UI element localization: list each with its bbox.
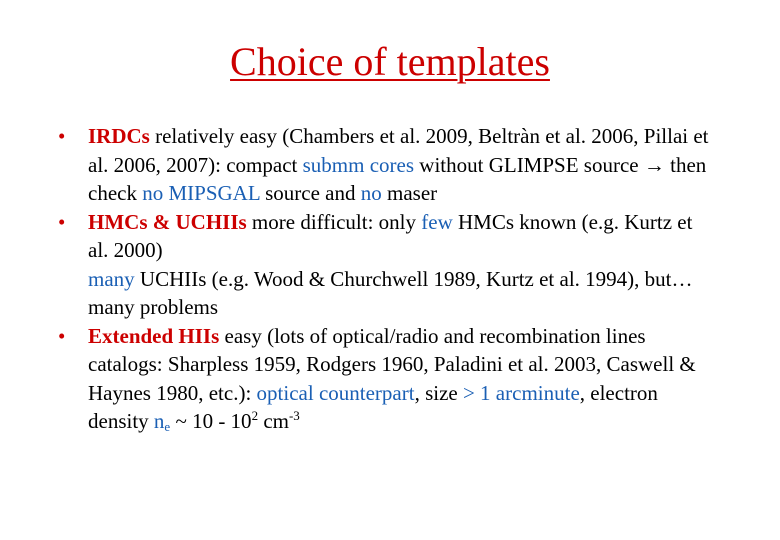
bullet-extended-hiis xyxy=(58,322,718,436)
irdcs-text-3: then check xyxy=(88,152,707,205)
hiis-density-symbol: n xyxy=(153,409,165,433)
hiis-text-2: , size xyxy=(414,380,463,405)
irdcs-text-2: without GLIMPSE source xyxy=(414,152,644,177)
slide-title: Choice of templates xyxy=(230,39,550,84)
hiis-superscript-minus3: -3 xyxy=(288,408,300,423)
irdcs-text-1: relatively easy (Chambers et al. 2009, Beltràn et al. 2006, Pillai et al. 2006, 2007): compact xyxy=(88,124,709,177)
bullet-dot-icon: • xyxy=(58,124,66,148)
irdcs-text-4: source and xyxy=(259,181,361,205)
hmcs-highlight-many: many xyxy=(88,266,135,291)
bullet-irdcs xyxy=(58,122,718,208)
bullet-dot-icon: • xyxy=(58,323,66,348)
hmcs-text-3: UCHIIs (e.g. Wood & Churchwell 1989, Kurtz et al. 1994), but… many problems xyxy=(88,266,693,319)
hmcs-text-2: HMCs known (e.g. Kurtz et al. 2000) xyxy=(88,209,693,262)
hmcs-label: HMCs & UCHIIs xyxy=(88,209,247,234)
hiis-text-3: , electron density xyxy=(88,380,658,433)
hiis-text-5: cm xyxy=(258,409,289,433)
irdcs-highlight-no: no xyxy=(360,181,382,205)
hiis-highlight-size: > 1 arcminute xyxy=(462,380,580,405)
irdcs-highlight-submm: submm cores xyxy=(302,152,415,177)
hiis-text-1: easy (lots of optical/radio and recombination lines catalogs: Sharpless 1959, Rodgers 1960, Paladini et al. 2003, Caswell & Haynes 1980, etc.): xyxy=(88,323,696,405)
bullet-hmcs xyxy=(58,208,718,322)
arrow-right-icon: → xyxy=(643,152,665,177)
hiis-label: Extended HIIs xyxy=(88,323,220,348)
bullet-dot-icon: • xyxy=(58,209,66,234)
irdcs-text-5: maser xyxy=(381,181,438,205)
hmcs-text-1: more difficult: only xyxy=(246,209,422,234)
irdcs-highlight-mipsgal: no MIPSGAL xyxy=(142,181,260,205)
bullet-list xyxy=(58,122,718,436)
hiis-superscript-2: 2 xyxy=(251,408,259,423)
irdcs-label: IRDCs xyxy=(88,124,150,148)
hiis-density-subscript: e xyxy=(164,419,171,434)
hiis-text-4: ~ 10 - 10 xyxy=(170,409,252,433)
hmcs-highlight-few: few xyxy=(421,209,453,234)
hiis-highlight-optical: optical counterpart xyxy=(256,380,415,405)
